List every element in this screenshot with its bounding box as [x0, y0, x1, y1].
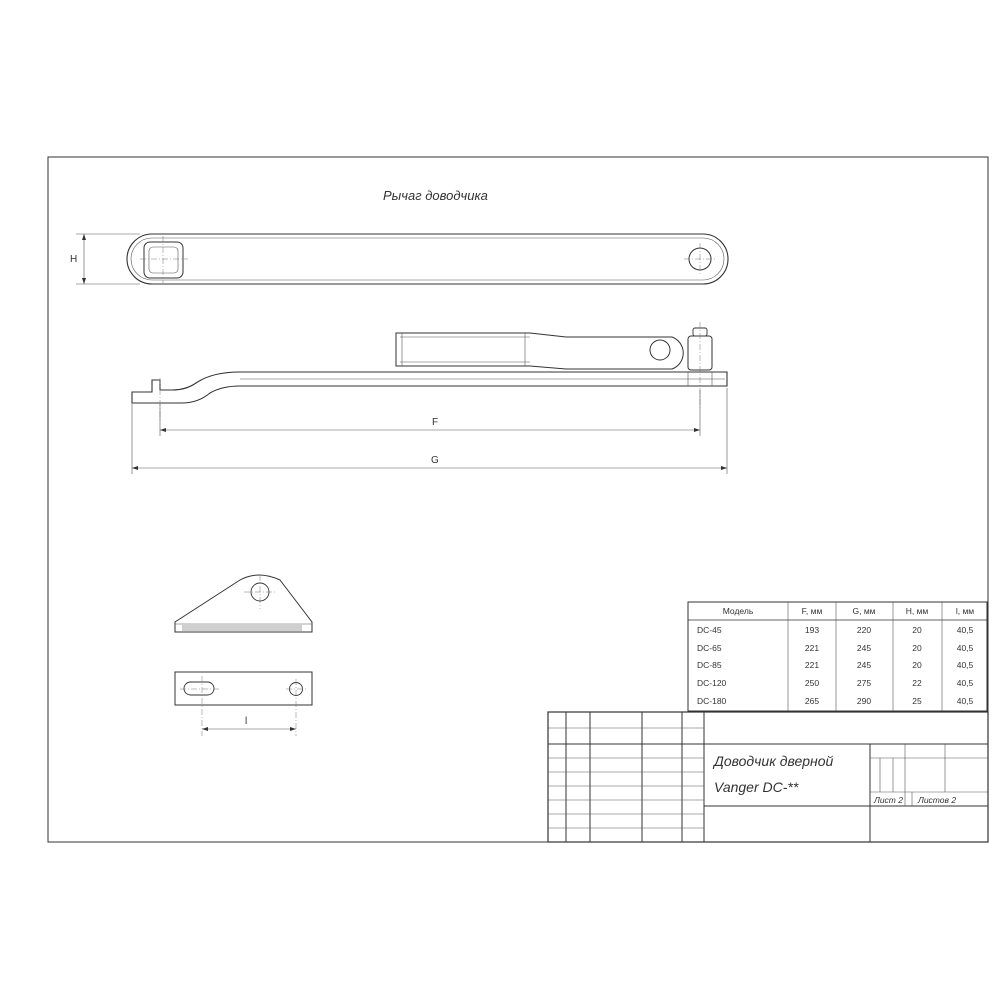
table-cell: 40,5	[956, 643, 974, 653]
dimension-f-label: F	[432, 417, 439, 428]
table-cell: 20	[912, 660, 922, 670]
title-block-name-line2: Vanger DC-**	[714, 779, 799, 795]
table-cell: 40,5	[956, 696, 974, 706]
dimension-l-label: l	[245, 716, 248, 727]
bracket-bottom-view	[175, 672, 312, 736]
dimension-l	[202, 716, 296, 731]
table-cell: 220	[856, 625, 872, 635]
table-cell: DC-45	[697, 625, 722, 635]
table-header-model: Модель	[722, 606, 754, 616]
title-block-sheet: Лист 2	[874, 795, 903, 805]
table-header-l: l, мм	[955, 606, 975, 616]
table-cell: 20	[912, 625, 922, 635]
title-block	[548, 712, 988, 842]
table-cell: 250	[804, 678, 820, 688]
table-cell: 40,5	[956, 678, 974, 688]
table-cell: 275	[856, 678, 872, 688]
dimension-g-label: G	[431, 455, 439, 466]
table-cell: 193	[804, 625, 820, 635]
table-header-g: G, мм	[852, 606, 876, 616]
table-cell: 245	[856, 660, 872, 670]
dimension-f	[160, 390, 700, 436]
table-cell: 40,5	[956, 625, 974, 635]
drawing-frame	[48, 157, 988, 842]
lever-top-view	[127, 234, 728, 284]
table-cell: 40,5	[956, 660, 974, 670]
table-cell: 245	[856, 643, 872, 653]
lever-side-view	[132, 322, 727, 420]
title-block-name-line1: Доводчик дверной	[714, 753, 834, 769]
table-cell: 265	[804, 696, 820, 706]
drawing-title: Рычаг доводчика	[383, 188, 488, 203]
table-cell: DC-85	[697, 660, 722, 670]
model-table	[688, 602, 987, 711]
table-cell: 290	[856, 696, 872, 706]
table-cell: 20	[912, 643, 922, 653]
dimension-h	[70, 234, 140, 284]
dimension-h-label: H	[70, 254, 78, 265]
table-cell: DC-120	[697, 678, 727, 688]
square-hole	[144, 242, 183, 278]
bracket-side-view	[175, 575, 312, 632]
table-cell: DC-180	[697, 696, 727, 706]
table-cell: 221	[804, 643, 820, 653]
table-header-h: H, мм	[905, 606, 929, 616]
title-block-sheets: Листов 2	[918, 795, 957, 805]
table-cell: 22	[912, 678, 922, 688]
table-cell: DC-65	[697, 643, 722, 653]
table-cell: 25	[912, 696, 922, 706]
table-header-f: F, мм	[801, 606, 823, 616]
dimension-g	[132, 388, 727, 474]
table-cell: 221	[804, 660, 820, 670]
